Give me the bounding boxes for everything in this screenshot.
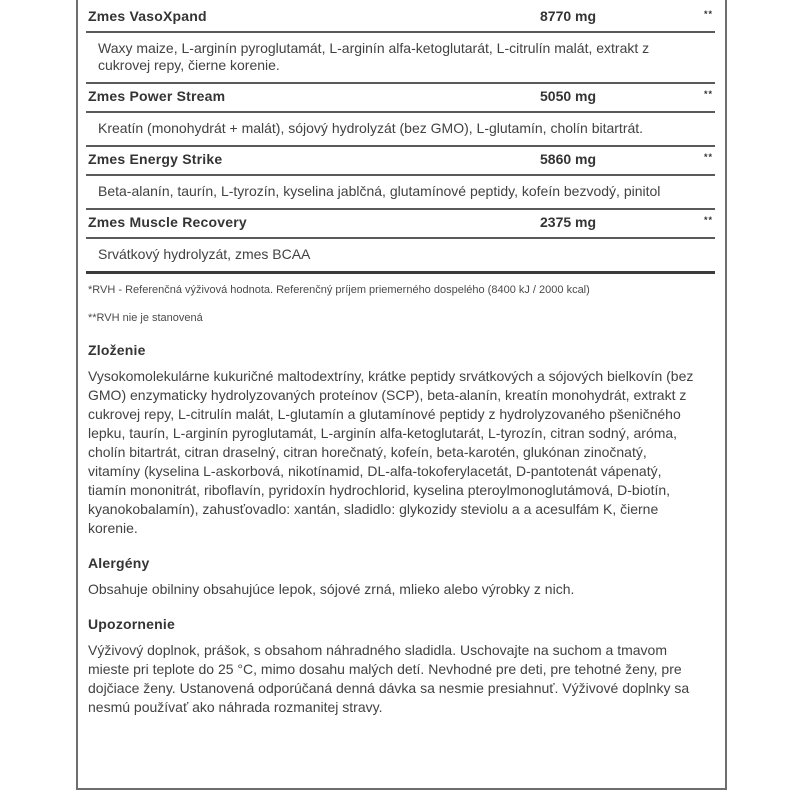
blend-row xyxy=(86,210,715,274)
blend-footnote-marker: ** xyxy=(703,152,713,162)
blend-row xyxy=(86,147,715,210)
blend-name: Zmes Power Stream xyxy=(88,88,226,104)
blend-header xyxy=(86,147,715,174)
page-content xyxy=(78,0,725,717)
blend-row xyxy=(86,4,715,84)
blend-name: Zmes Muscle Recovery xyxy=(88,214,247,230)
section-body: Výživový doplnok, prášok, s obsahom náhradného sladidla. Uschovajte na suchom a tmavom mieste pri teplote do 25 °C, mimo dosahu malých detí. Nevhodné pre deti, pre tehotné ženy, pre dojčiace ženy. Ustanovená odporúčaná denná dávka sa nesmie presiahnuť. Výživové doplnky sa nesmú používať ako náhrada rozmanitej stravy. xyxy=(88,642,690,715)
blend-amount: 2375 mg xyxy=(540,214,597,230)
blend-amount: 8770 mg xyxy=(540,8,597,24)
section-heading: Upozornenie xyxy=(88,616,175,632)
blend-ingredients: Srvátkový hydrolyzát, zmes BCAA xyxy=(98,246,311,262)
blend-row xyxy=(86,84,715,147)
blend-footnote-marker: ** xyxy=(703,215,713,225)
footnote-rvh-definition: *RVH - Referenčná výživová hodnota. Referenčný príjem priemerného dospelého (8400 kJ / 2000 kcal) xyxy=(88,284,590,296)
section-composition xyxy=(86,342,715,538)
page-frame xyxy=(76,0,727,790)
blend-header xyxy=(86,210,715,237)
section-heading: Alergény xyxy=(88,555,150,571)
blend-name: Zmes Energy Strike xyxy=(88,151,223,167)
blend-amount: 5050 mg xyxy=(540,88,597,104)
blend-ingredients: Kreatín (monohydrát + malát), sójový hydrolyzát (bez GMO), L-glutamín, cholín bitartrát. xyxy=(98,120,644,136)
footnotes xyxy=(86,274,715,325)
section-body: Vysokomolekulárne kukuričné maltodextríny, krátke peptidy srvátkových a sójových bielkovín (bez GMO) enzymaticky hydrolyzovaných proteínov (SCP), beta-alanín, kreatín monohydrát, extrakt z cukrovej repy, L-citrulín malát, L-glutamín a glutamínové peptidy z hydrolyzovaného pšeničného lepku, taurín, L-arginín pyroglutamát, L-arginín alfa-ketoglutarát, L-tyrozín, citran sodný, aróma, cholín bitartrát, citran draselný, citran horečnatý, kofeín, beta-karotén, glukónan zinočnatý, vitamíny (kyselina L-askorbová, nikotínamid, DL-alfa-tokoferylacetát, D-pantotenát vápenatý, tiamín mononitrát, riboflavín, pyridoxín hydrochlorid, kyselina pteroylmonoglutámová, D-biotín, kyanokobalamín), zahusťovadlo: xantán, sladidlo: glykozidy steviolu a a acesulfám K, čierne korenie. xyxy=(88,368,694,536)
blend-header xyxy=(86,4,715,31)
blend-ingredients: Beta-alanín, taurín, L-tyrozín, kyselina jablčná, glutamínové peptidy, kofeín bezvodý, pinitol xyxy=(98,183,661,199)
section-warning xyxy=(86,616,715,717)
section-heading: Zloženie xyxy=(88,342,146,358)
blend-amount: 5860 mg xyxy=(540,151,597,167)
section-allergens xyxy=(86,555,715,599)
blend-name: Zmes VasoXpand xyxy=(88,8,207,24)
blend-header xyxy=(86,84,715,111)
blend-footnote-marker: ** xyxy=(703,89,713,99)
section-body: Obsahuje obilniny obsahujúce lepok, sójové zrná, mlieko alebo výrobky z nich. xyxy=(88,581,575,597)
footnote-rvh-not-set: **RVH nie je stanovená xyxy=(88,311,203,324)
blend-ingredients: Waxy maize, L-arginín pyroglutamát, L-arginín alfa-ketoglutarát, L-citrulín malát, extrakt z cukrovej repy, čierne korenie. xyxy=(98,40,650,73)
blend-footnote-marker: ** xyxy=(703,9,713,19)
